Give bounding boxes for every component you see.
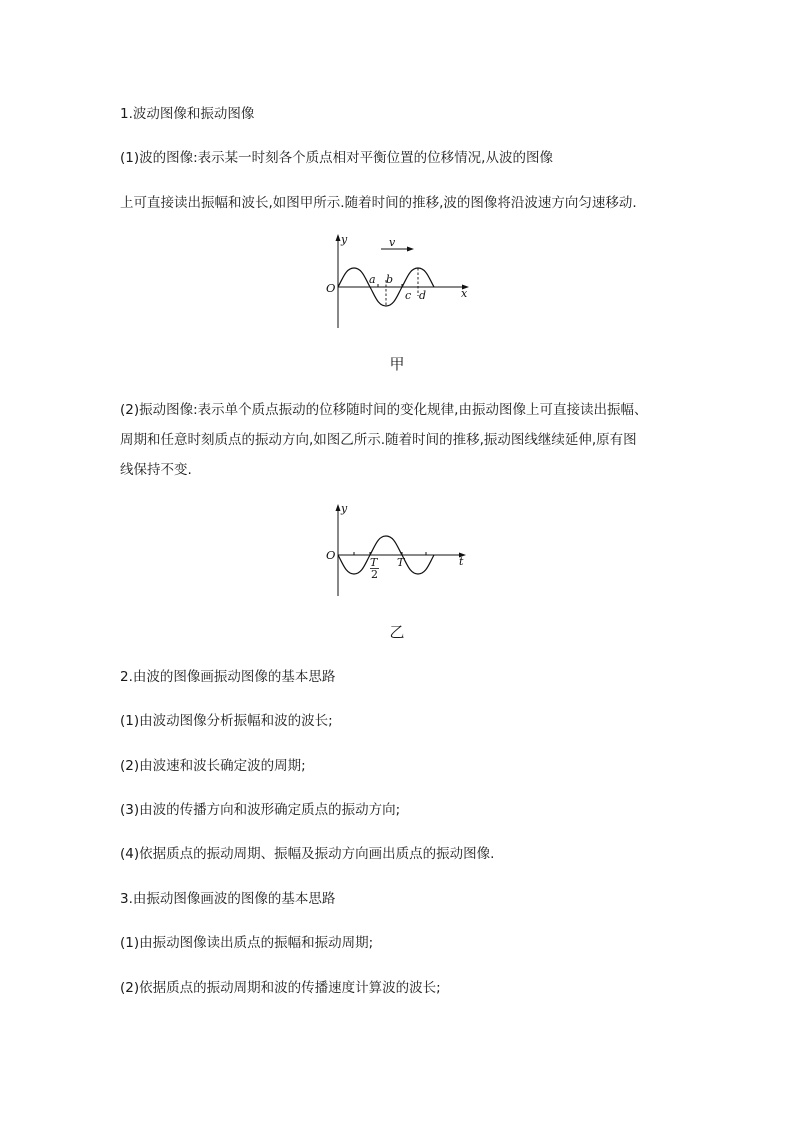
section2-item-4: (4)依据质点的振动周期、振幅及振动方向画出质点的振动图像. [120, 846, 495, 862]
point-c-label: c [405, 289, 412, 302]
section3-item-1: (1)由振动图像读出质点的振幅和振动周期; [120, 935, 374, 951]
y-axis-label: y [341, 502, 348, 515]
vibration-graph-figure [318, 500, 478, 600]
point-d-label: d [419, 289, 427, 302]
section1-heading: 1.波动图像和振动图像 [120, 106, 255, 122]
section3-heading: 3.由振动图像画波的图像的基本思路 [120, 891, 336, 907]
half-period-denominator: 2 [371, 568, 378, 581]
y-axis-label: y [341, 233, 348, 246]
origin-label: O [326, 548, 336, 562]
y-axis-arrow [336, 504, 341, 511]
velocity-arrow-head [407, 247, 414, 252]
t-axis-label: t [459, 555, 464, 568]
section2-item-3: (3)由波的传播方向和波形确定质点的振动方向; [120, 802, 401, 818]
figure-jia-caption: 甲 [389, 355, 405, 373]
section3-item-2: (2)依据质点的振动周期和波的传播速度计算波的波长; [120, 980, 441, 996]
paragraph2-line1: (2)振动图像:表示单个质点振动的位移随时间的变化规律,由振动图像上可直接读出振幅、 [120, 402, 648, 418]
section2-item-1: (1)由波动图像分析振幅和波的波长; [120, 713, 333, 729]
paragraph1-line1: (1)波的图像:表示某一时刻各个质点相对平衡位置的位移情况,从波的图像 [120, 150, 553, 166]
paragraph1-line2: 上可直接读出振幅和波长,如图甲所示.随着时间的推移,波的图像将沿波速方向匀速移动. [120, 195, 637, 211]
paragraph2-line3: 线保持不变. [120, 462, 192, 478]
section2-item-2: (2)由波速和波长确定波的周期; [120, 758, 306, 774]
half-period-numerator: T [370, 556, 378, 569]
y-axis-arrow [336, 234, 341, 241]
point-a-label: a [369, 273, 376, 286]
figure-yi-caption: 乙 [389, 623, 405, 641]
origin-label: O [326, 281, 336, 295]
period-label: T [397, 556, 405, 569]
x-axis-label: x [461, 287, 468, 300]
velocity-label: v [389, 236, 396, 249]
paragraph2-line2: 周期和任意时刻质点的振动方向,如图乙所示.随着时间的推移,振动图线继续延伸,原有图 [120, 432, 637, 448]
section2-heading: 2.由波的图像画振动图像的基本思路 [120, 669, 336, 685]
point-b-label: b [386, 273, 394, 286]
wave-graph-figure [318, 230, 478, 330]
